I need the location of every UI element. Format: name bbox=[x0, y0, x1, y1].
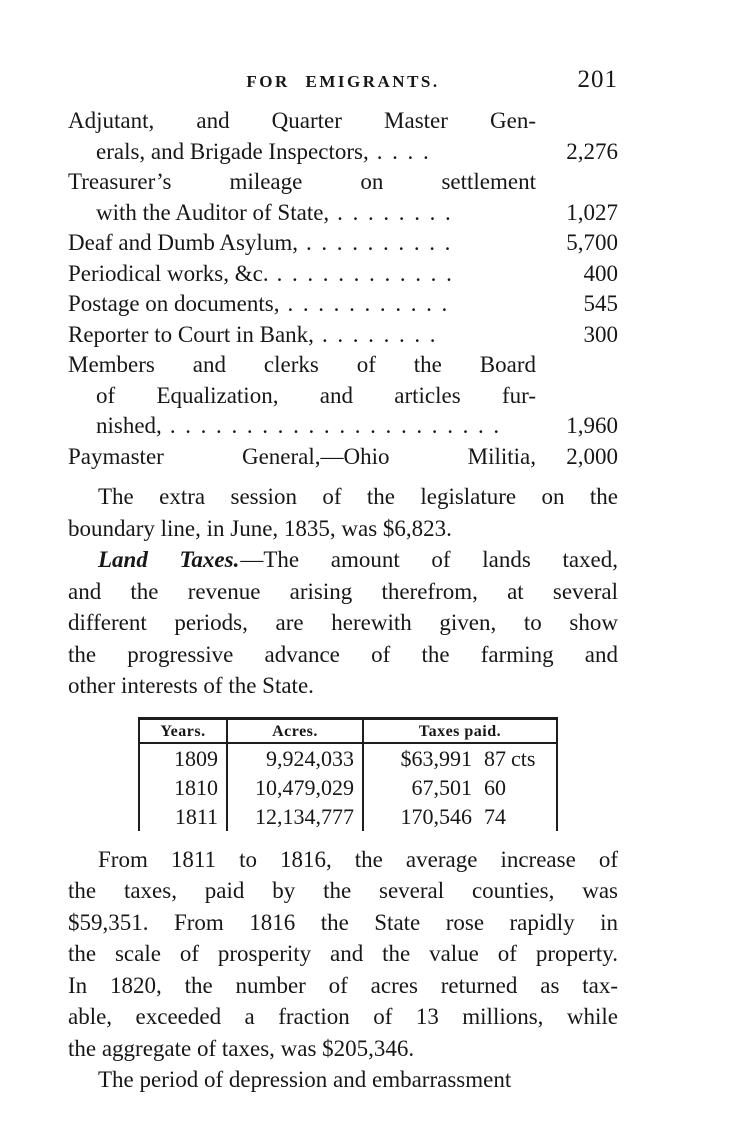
ledger-amount: 2,000 bbox=[566, 443, 618, 469]
ledger-line bbox=[68, 442, 618, 473]
leader-dots: .......... bbox=[305, 230, 461, 255]
paragraph-line: $59,351. From 1816 the State rose rapidly in bbox=[68, 909, 618, 935]
column-header-years: Years. bbox=[139, 718, 227, 743]
cell-year: 1811 bbox=[174, 803, 218, 829]
cell-acres: 10,479,029 bbox=[227, 773, 363, 802]
ledger-text: nished, ...................... bbox=[96, 413, 509, 438]
cell-year: 1809 bbox=[174, 745, 218, 771]
ledger-line bbox=[68, 198, 618, 229]
ledger-text: Treasurer’s mileage on settlement bbox=[68, 169, 536, 194]
ledger-line bbox=[68, 411, 618, 442]
paragraph-line: Land Taxes.—The amount of lands taxed, bbox=[98, 547, 618, 572]
leader-dots: ........ bbox=[337, 199, 461, 225]
ledger-text: Adjutant, and Quarter Master Gen- bbox=[68, 108, 536, 133]
ledger-line bbox=[68, 320, 618, 351]
paragraph-line: able, exceeded a fraction of 13 millions, while bbox=[68, 1004, 618, 1029]
ledger-amount: 1,960 bbox=[566, 413, 618, 438]
column-header-taxes: Taxes paid. bbox=[363, 718, 557, 743]
ledger-amount: 2,276 bbox=[566, 138, 618, 164]
paragraph-line: The period of depression and embarrassment bbox=[98, 1067, 512, 1092]
running-header-title: FOR EMIGRANTS. bbox=[246, 72, 440, 91]
ledger-amount: 545 bbox=[583, 291, 618, 316]
column-header-acres: Acres. bbox=[227, 718, 363, 743]
running-header bbox=[68, 66, 618, 94]
ledger-amount: 1,027 bbox=[566, 199, 618, 225]
paragraph-line: other interests of the State. bbox=[68, 673, 314, 698]
page-number: 201 bbox=[577, 66, 618, 93]
body-paragraph-land-taxes bbox=[68, 544, 618, 702]
paragraph-line: the taxes, paid by the several counties, was bbox=[68, 878, 618, 903]
ledger-line bbox=[68, 350, 618, 381]
cell-taxes: 67,501 60 bbox=[363, 773, 557, 802]
leader-dots: ............ bbox=[276, 260, 462, 286]
ledger-text: Reporter to Court in Bank, ........ bbox=[68, 321, 446, 347]
ledger-line bbox=[68, 381, 618, 412]
paragraph-line: the scale of prosperity and the value of property. bbox=[68, 941, 618, 966]
ledger-line bbox=[68, 137, 618, 168]
ledger-text: Postage on documents, ........... bbox=[68, 291, 457, 316]
body-paragraph-tax-increase bbox=[68, 844, 618, 1065]
ledger-text: Members and clerks of the Board bbox=[68, 352, 536, 377]
table-row bbox=[139, 743, 557, 773]
ledger-line bbox=[68, 228, 618, 259]
ledger-text: Deaf and Dumb Asylum, .......... bbox=[68, 230, 461, 255]
ledger-text: Periodical works, &c. ............ bbox=[68, 260, 462, 286]
leader-dots: .... bbox=[376, 138, 439, 164]
leader-dots: ...................... bbox=[169, 413, 509, 438]
ledger-line bbox=[68, 289, 618, 320]
table-row bbox=[139, 773, 557, 802]
body-paragraph-extra-session bbox=[68, 481, 618, 544]
paragraph-line: different periods, are herewith given, to show bbox=[68, 610, 618, 635]
table-header-row bbox=[139, 718, 557, 743]
ledger-text: erals, and Brigade Inspectors, .... bbox=[96, 138, 439, 164]
paragraph-line: In 1820, the number of acres returned as tax- bbox=[68, 972, 618, 998]
ledger-amount: 5,700 bbox=[566, 230, 618, 255]
land-tax-table bbox=[138, 717, 558, 831]
paragraph-line: and the revenue arising therefrom, at several bbox=[68, 578, 618, 604]
paragraph-line: From 1811 to 1816, the average increase of bbox=[98, 846, 618, 872]
body-paragraph-depression bbox=[68, 1064, 618, 1096]
cell-acres: 9,924,033 bbox=[227, 743, 363, 773]
leader-dots: ........ bbox=[321, 321, 446, 347]
ledger-line bbox=[68, 106, 618, 137]
leader-dots: ........... bbox=[287, 291, 457, 316]
page-content bbox=[68, 66, 618, 1096]
paragraph-line: The extra session of the legislature on the bbox=[98, 484, 618, 509]
cell-year: 1810 bbox=[174, 774, 218, 800]
table-row bbox=[139, 802, 557, 831]
ledger-amount: 300 bbox=[583, 321, 618, 347]
paragraph-line: the aggregate of taxes, was $205,346. bbox=[68, 1035, 415, 1061]
paragraph-line: the progressive advance of the farming and bbox=[68, 641, 618, 667]
ledger-line bbox=[68, 167, 618, 198]
land-taxes-italic-lead: Land Taxes. bbox=[98, 547, 240, 572]
ledger-amount: 400 bbox=[583, 260, 618, 286]
cell-taxes: $63,991 87 cts bbox=[363, 743, 557, 773]
cell-acres: 12,134,777 bbox=[227, 802, 363, 831]
expenditure-list bbox=[68, 106, 618, 472]
ledger-text: of Equalization, and articles fur- bbox=[96, 382, 536, 408]
ledger-line bbox=[68, 259, 618, 290]
paragraph-line: boundary line, in June, 1835, was $6,823. bbox=[68, 515, 452, 541]
cell-taxes: 170,546 74 bbox=[363, 802, 557, 831]
ledger-text: with the Auditor of State, ........ bbox=[96, 199, 461, 225]
ledger-text: Paymaster General,—Ohio Militia, bbox=[68, 443, 536, 469]
